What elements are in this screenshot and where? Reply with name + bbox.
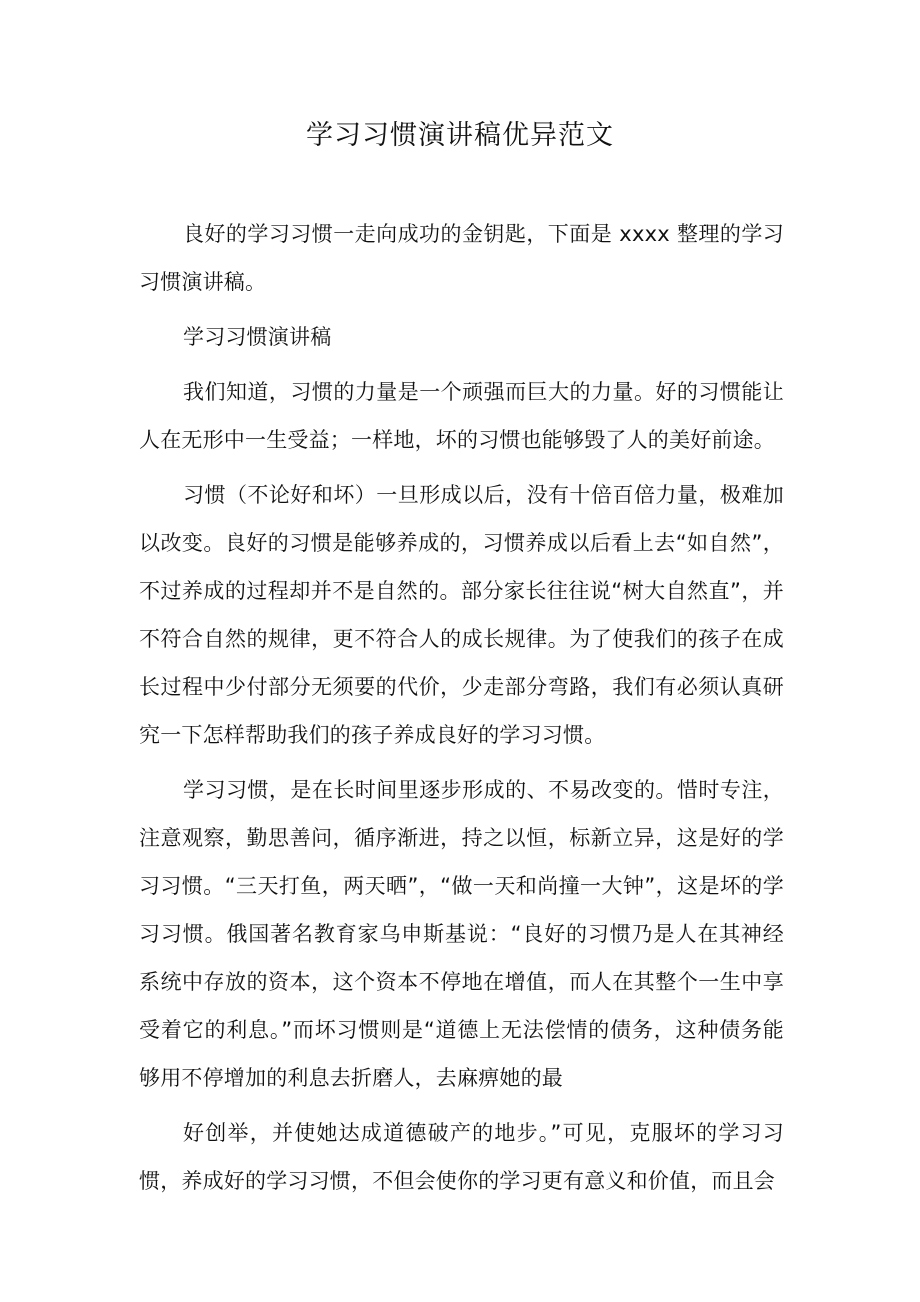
paragraph-intro: 良好的学习习惯一走向成功的金钥匙，下面是 xxxx 整理的学习习惯演讲稿。	[139, 222, 784, 294]
document-body	[139, 210, 784, 1212]
paragraph-habit-power: 我们知道，习惯的力量是一个顽强而巨大的力量。好的习惯能让人在无形中一生受益；一样地，坏的习惯也能够毁了人的美好前途。	[139, 380, 784, 452]
paragraph-study-habits: 学习习惯，是在长时间里逐步形成的、不易改变的。惜时专注，注意观察，勤思善问，循序渐进，持之以恒，标新立异，这是好的学习习惯。“三天打鱼，两天晒”，“做一天和尚撞一大钟”，这是坏的学习习惯。俄国著名教育家乌申斯基说：“良好的习惯乃是人在其神经系统中存放的资本，这个资本不停地在增值，而人在其整个一生中享受着它的利息。”而坏习惯则是“道德上无法偿情的债务，这种债务能够用不停增加的利息去折磨人，去麻痹她的最	[139, 778, 784, 1090]
paragraph-subtitle: 学习习惯演讲稿	[183, 325, 332, 349]
document-title: 学习习惯演讲稿优异范文	[306, 120, 614, 151]
paragraph-habit-formation: 习惯（不论好和坏）一旦形成以后，没有十倍百倍力量，极难加以改变。良好的习惯是能够养成的，习惯养成以后看上去“如自然”，不过养成的过程却并不是自然的。部分家长往往说“树大自然直”，并不符合自然的规律，更不符合人的成长规律。为了使我们的孩子在成长过程中少付部分无须要的代价，少走部分弯路，我们有必须认真研究一下怎样帮助我们的孩子养成良好的学习习惯。	[139, 483, 784, 747]
paragraph-conclusion: 好创举，并使她达成道德破产的地步。”可见，克服坏的学习习惯，养成好的学习习惯，不但会使你的学习更有意义和价值，而且会	[139, 1121, 784, 1193]
